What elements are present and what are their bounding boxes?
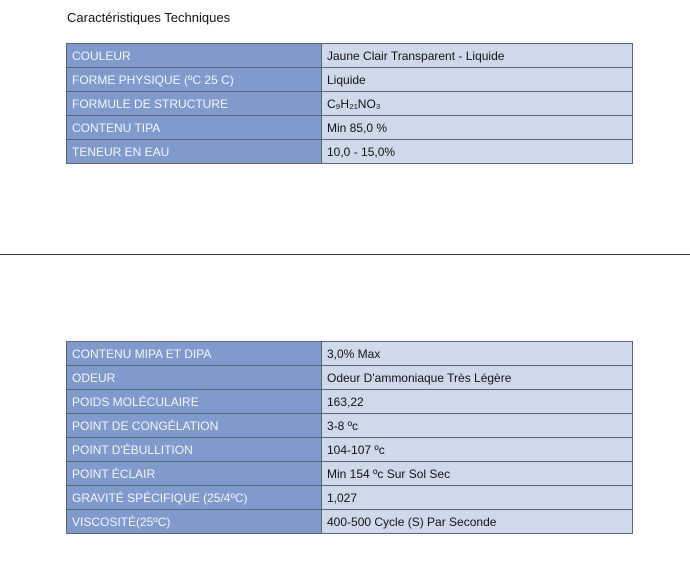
property-value: Min 154 ºc Sur Sol Sec bbox=[322, 462, 633, 486]
property-label: TENEUR EN EAU bbox=[67, 140, 322, 164]
property-value: Liquide bbox=[322, 68, 633, 92]
property-label: COULEUR bbox=[67, 44, 322, 68]
specs-table-lower bbox=[66, 341, 633, 534]
property-value: C₉H₂₁NO₃ bbox=[322, 92, 633, 116]
property-value: Odeur D'ammoniaque Très Légère bbox=[322, 366, 633, 390]
property-value: Min 85,0 % bbox=[322, 116, 633, 140]
property-label: GRAVITÉ SPÉCIFIQUE (25/4ºC) bbox=[67, 486, 322, 510]
property-label: ODEUR bbox=[67, 366, 322, 390]
table-row bbox=[67, 68, 633, 92]
property-label: FORMULE DE STRUCTURE bbox=[67, 92, 322, 116]
table-row bbox=[67, 486, 633, 510]
property-label: POINT DE CONGÉLATION bbox=[67, 414, 322, 438]
specs-table-upper bbox=[66, 43, 633, 164]
property-label: CONTENU TIPA bbox=[67, 116, 322, 140]
table-row bbox=[67, 510, 633, 534]
property-label: VISCOSITÉ(25ºC) bbox=[67, 510, 322, 534]
table-row bbox=[67, 366, 633, 390]
table-row bbox=[67, 438, 633, 462]
table-row bbox=[67, 390, 633, 414]
table-row bbox=[67, 342, 633, 366]
property-value: Jaune Clair Transparent - Liquide bbox=[322, 44, 633, 68]
property-value: 104-107 ºc bbox=[322, 438, 633, 462]
property-value: 3,0% Max bbox=[322, 342, 633, 366]
page-break-divider bbox=[0, 254, 690, 255]
property-value: 1,027 bbox=[322, 486, 633, 510]
table-row bbox=[67, 44, 633, 68]
table-row bbox=[67, 140, 633, 164]
table-row bbox=[67, 92, 633, 116]
property-label: FORME PHYSIQUE (ºC 25 C) bbox=[67, 68, 322, 92]
property-label: CONTENU MIPA ET DIPA bbox=[67, 342, 322, 366]
section-title: Caractéristiques Techniques bbox=[67, 10, 231, 25]
property-value: 400-500 Cycle (S) Par Seconde bbox=[322, 510, 633, 534]
property-label: POIDS MOLÉCULAIRE bbox=[67, 390, 322, 414]
property-value: 163,22 bbox=[322, 390, 633, 414]
property-value: 10,0 - 15,0% bbox=[322, 140, 633, 164]
table-row bbox=[67, 462, 633, 486]
table-row bbox=[67, 116, 633, 140]
property-value: 3-8 ºc bbox=[322, 414, 633, 438]
table-row bbox=[67, 414, 633, 438]
property-label: POINT D'ÉBULLITION bbox=[67, 438, 322, 462]
property-label: POINT ÉCLAIR bbox=[67, 462, 322, 486]
